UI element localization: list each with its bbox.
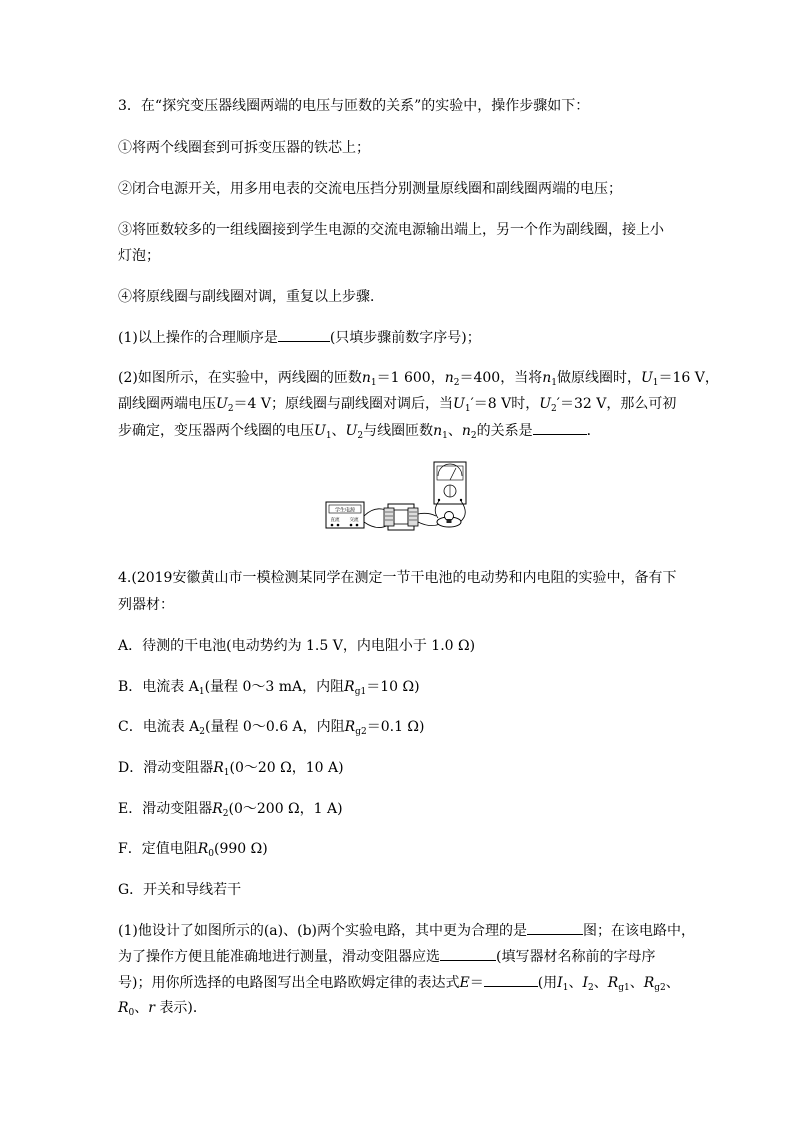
transformer-experiment-figure	[324, 458, 472, 538]
q3-title: 3．在“探究变压器线圈两端的电压与匝数的关系”的实验中，操作步骤如下：	[118, 98, 590, 114]
q3-step-2: ②闭合电源开关，用多用电表的交流电压挡分别测量原线圈和副线圈两端的电压；	[118, 181, 622, 197]
q3-sub1: (1)以上操作的合理顺序是 (只填步骤前数字序号)；	[118, 327, 481, 348]
q3-sub2-line3: 步确定，变压器两个线圈的电压$U_1$、$U_2$与线圈匝数$n_1$、$n_2$的关系是 ．	[118, 420, 601, 441]
q4-option-g: G．开关和导线若干	[118, 882, 242, 898]
q4-option-f: F．定值电阻$R_0(990$ Ω)	[118, 841, 268, 859]
q4-title-line1: 4.(2019安徽黄山市一模检测某同学在测定一节干电池的电动势和内电阻的实验中，备有下	[118, 570, 677, 586]
answer-blank[interactable]	[440, 946, 496, 961]
svg-text:直流: 直流	[330, 518, 340, 523]
svg-text:交流: 交流	[349, 518, 359, 523]
q3-step-3-line2: 灯泡；	[118, 248, 160, 264]
q4-sub1-line2: 为了操作方便且能准确地进行测量，滑动变阻器应选 (填写器材名称前的字母序	[118, 946, 655, 967]
student-power-supply	[326, 502, 364, 528]
answer-blank[interactable]	[278, 327, 330, 342]
transformer	[384, 504, 418, 530]
q4-sub1-line3: 号)；用你所选择的电路图写出全电路欧姆定律的表达式E＝ (用$I_1$、$I_2$、$R_{g1}$、$R_{g2}$、	[118, 972, 680, 993]
answer-blank[interactable]	[484, 972, 538, 987]
multimeter	[434, 462, 466, 504]
q4-option-a: A．待测的干电池(电动势约为 1.5 V，内电阻小于 1.0 Ω)	[118, 638, 476, 654]
q4-option-b: B．电流表 $A_1$(量程 0～3 mA，内阻$R_{g1}=10$ Ω)	[118, 679, 420, 697]
q4-option-d: D．滑动变阻器$R_1(0\sim 20$ Ω，10 A)	[118, 760, 344, 778]
q4-option-c: C．电流表 $A_2$(量程 0～0.6 A，内阻$R_{g2}=0.1$ Ω)	[118, 719, 425, 737]
q3-sub2-line2: 副线圈两端电压$U_2=4$ V；原线圈与副线圈对调后，当$U_1'=8$ V时，$U_2'=32$ V，那么可初	[118, 396, 677, 414]
answer-blank[interactable]	[533, 420, 587, 435]
svg-text:学生电源: 学生电源	[334, 507, 356, 514]
q4-sub1-line4: $R_0$、r 表示)．	[118, 1000, 207, 1018]
q4-sub1-line1: (1)他设计了如图所示的(a)、(b)两个实验电路，其中更为合理的是 图；在该电路中，	[118, 920, 695, 941]
q4-option-e: E．滑动变阻器$R_2(0\sim 200$ Ω，1 A)	[118, 801, 343, 819]
q3-step-4: ④将原线圈与副线圈对调，重复以上步骤．	[118, 289, 384, 305]
q3-sub2-line1: (2)如图所示，在实验中，两线圈的匝数$n_1=1$ 600，$n_2=400$，当将$n_1$做原线圈时，$U_1=16$ V，	[118, 370, 719, 388]
q4-title-line2: 列器材：	[118, 597, 174, 613]
answer-blank[interactable]	[527, 920, 583, 935]
q3-step-1: ①将两个线圈套到可拆变压器的铁芯上；	[118, 140, 370, 156]
bulb	[437, 512, 461, 528]
q3-step-3-line1: ③将匝数较多的一组线圈接到学生电源的交流电源输出端上，另一个作为副线圈，接上小	[118, 222, 664, 238]
